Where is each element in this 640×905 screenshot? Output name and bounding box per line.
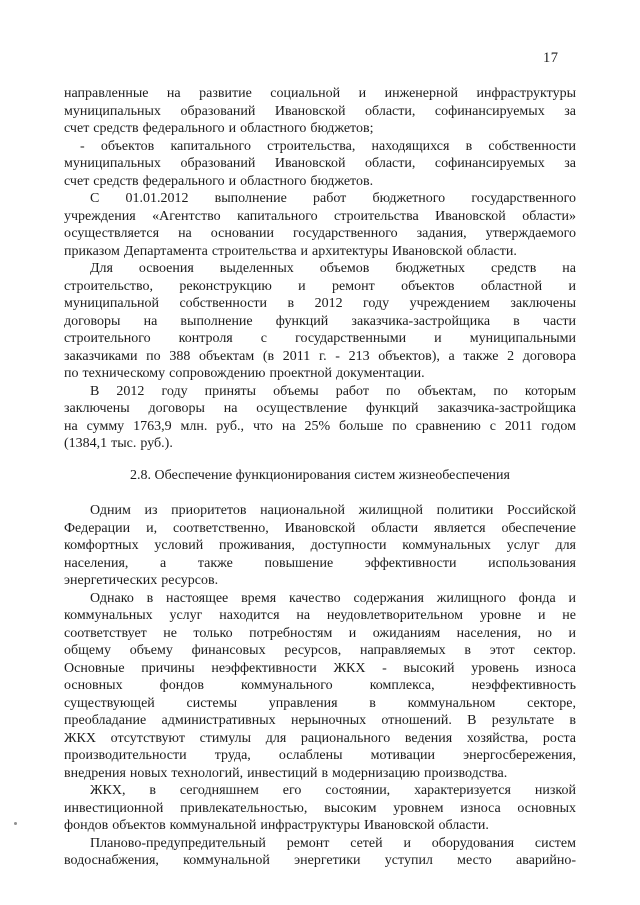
text-line: Планово-предупредительный ремонт сетей и оборудования систем [90,835,576,851]
paragraph [64,260,576,383]
text-line: Федерации и, соответственно, Ивановской области является обеспечение [64,520,576,536]
text-line: внедрения новых технологий, инвестиций в модернизацию производства. [64,765,508,781]
text-line: энергетических ресурсов. [64,573,219,588]
paragraph [64,590,576,783]
text-line: существующей системы управления в коммунальном секторе, [64,695,576,711]
text-line: по техническому сопровождению проектной документации. [64,366,425,381]
text-line: соответствует не только потребностям и ожиданиям населения, но и [64,625,576,641]
paragraph [64,190,576,260]
paragraph [64,835,576,870]
text-line: строительного контроля с государственными и муниципальными [64,331,576,346]
text-line: (1384,1 тыс. руб.). [64,436,173,451]
text-line: производительности труда, ослаблены мотивации энергосбережения, [64,748,576,763]
section-heading: 2.8. Обеспечение функционирования систем жизнеобеспечения [130,467,510,483]
text-line: фондов объектов коммунальной инфраструктуры Ивановской области. [64,818,489,833]
page-number: 17 [543,50,559,66]
text-line: заключены договоры на осуществление функций заказчика-застройщика [64,401,576,416]
text-line: муниципальных образований Ивановской области, софинансируемых за [64,103,576,119]
text-line: осуществляется на основании государственного задания, утверждаемого [64,226,576,241]
text-line: Однако в настоящее время качество содержания жилищного фонда и [90,590,576,606]
text-line: счет средств федерального и областного бюджетов; [64,121,374,136]
text-line: муниципальной собственности в 2012 году учреждением заключены [64,296,576,311]
text-line: учреждения «Агентство капитального строительства Ивановской области» [64,208,576,224]
text-line: Одним из приоритетов национальной жилищной политики Российской [90,503,576,518]
text-line: основных фондов коммунального комплекса, неэффективность [64,678,576,693]
text-line: общему объему финансовых ресурсов, направляемых в этот сектор. [64,643,576,658]
text-line: - объектов капитального строительства, находящихся в собственности [80,138,576,154]
text-line: населения, а также повышение эффективности использования [64,555,576,571]
text-line: коммунальных услуг находится на неудовлетворительном уровне и не [64,608,576,623]
text-line: преобладание административных нерыночных отношений. В результате в [64,713,576,728]
paragraph [64,782,576,835]
text-line: комфортных условий проживания, доступности коммунальных услуг для [64,538,576,553]
text-line: договоры на выполнение функций заказчика-застройщика в части [64,313,576,329]
text-line: ЖКХ, в сегодняшнем его состоянии, характеризуется низкой [90,783,576,798]
text-line: Для освоения выделенных объемов бюджетных средств на [90,261,576,276]
text-line: муниципальных образований Ивановской области, софинансируемых за [64,156,576,171]
text-line: заказчиками по 388 объектам (в 2011 г. - 213 объектов), а также 2 договора [64,348,576,364]
text-line: строительство, реконструкцию и ремонт объектов областной и [64,278,576,294]
text-line: С 01.01.2012 выполнение работ бюджетного государственного [90,191,576,206]
text-line: ЖКХ отсутствуют стимулы для рационального ведения хозяйства, роста [64,730,576,746]
scan-speck [14,822,17,825]
text-line: счет средств федерального и областного бюджетов. [64,173,374,189]
paragraph [64,502,576,590]
paragraph [64,383,576,453]
paragraph [64,138,576,191]
text-line: Основные причины неэффективности ЖКХ - высокий уровень износа [64,660,576,676]
paragraph [64,85,576,138]
text-line: В 2012 году приняты объемы работ по объектам, по которым [90,383,576,399]
document-body [64,85,576,870]
text-line: приказом Департамента строительства и архитектуры Ивановской области. [64,243,517,259]
text-line: направленные на развитие социальной и инженерной инфраструктуры [64,86,576,101]
text-line: на сумму 1763,9 млн. руб., что на 25% больше по сравнению с 2011 годом [64,418,576,434]
text-line: водоснабжения, коммунальной энергетики уступил место аварийно- [64,853,576,868]
text-line: инвестиционной привлекательностью, высоким уровнем износа основных [64,800,576,816]
